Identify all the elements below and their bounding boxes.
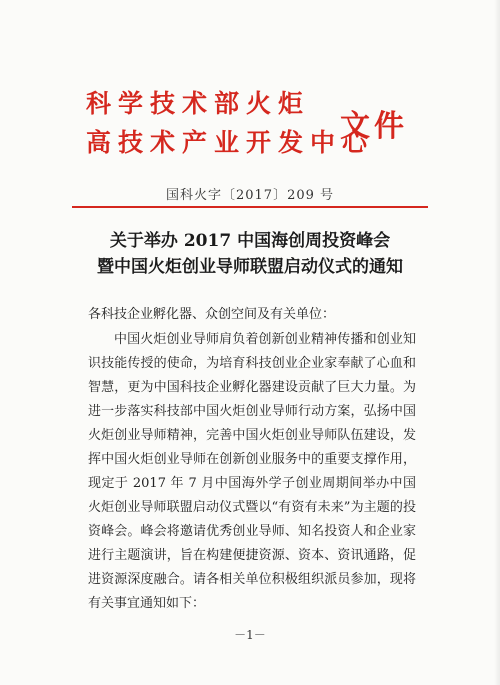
page-number: －1－: [234, 628, 266, 642]
notice-title-line-2: 暨中国火炬创业导师联盟启动仪式的通知: [97, 257, 403, 277]
issuer-name-line-2: 高技术产业开发中心: [86, 128, 375, 157]
body-paragraph: 中国火炬创业导师肩负着创新创业精神传播和创业知识技能传授的使命，为培育科技创业企业家奉献了心血和智慧，更为中国科技企业孵化器建设贡献了巨大力量。为进一步落实科技部中国火炬创业导师行动方案，弘扬中国火炬创业导师精神，完善中国火炬创业导师队伍建设，发挥中国火炬创业导师在创新创业服务中的重要支撑作用，现定于 2017 年 7 月中国海外学子创业周期间举办中国火炬创业导师联盟启动仪式暨以“有资有未来”为主题的投资峰会。峰会将邀请优秀创业导师、知名投资人和企业家进行主题演讲，旨在构建便捷资源、资本、资讯通路，促进资源深度融合。请各相关单位积极组织派员参加，现将有关事宜通知如下：: [88, 332, 416, 611]
document-number: 国科火字〔2017〕209 号: [165, 188, 335, 203]
red-divider-line: [72, 206, 428, 208]
salutation: 各科技企业孵化器、众创空间及有关单位：: [88, 307, 336, 322]
notice-title-line-1: 关于举办 2017 中国海创周投资峰会: [109, 231, 391, 251]
document-type-label: 文件: [340, 109, 408, 144]
issuer-name-line-1: 科学技术部火炬: [86, 89, 311, 118]
scan-edge-shadow: [494, 0, 500, 685]
